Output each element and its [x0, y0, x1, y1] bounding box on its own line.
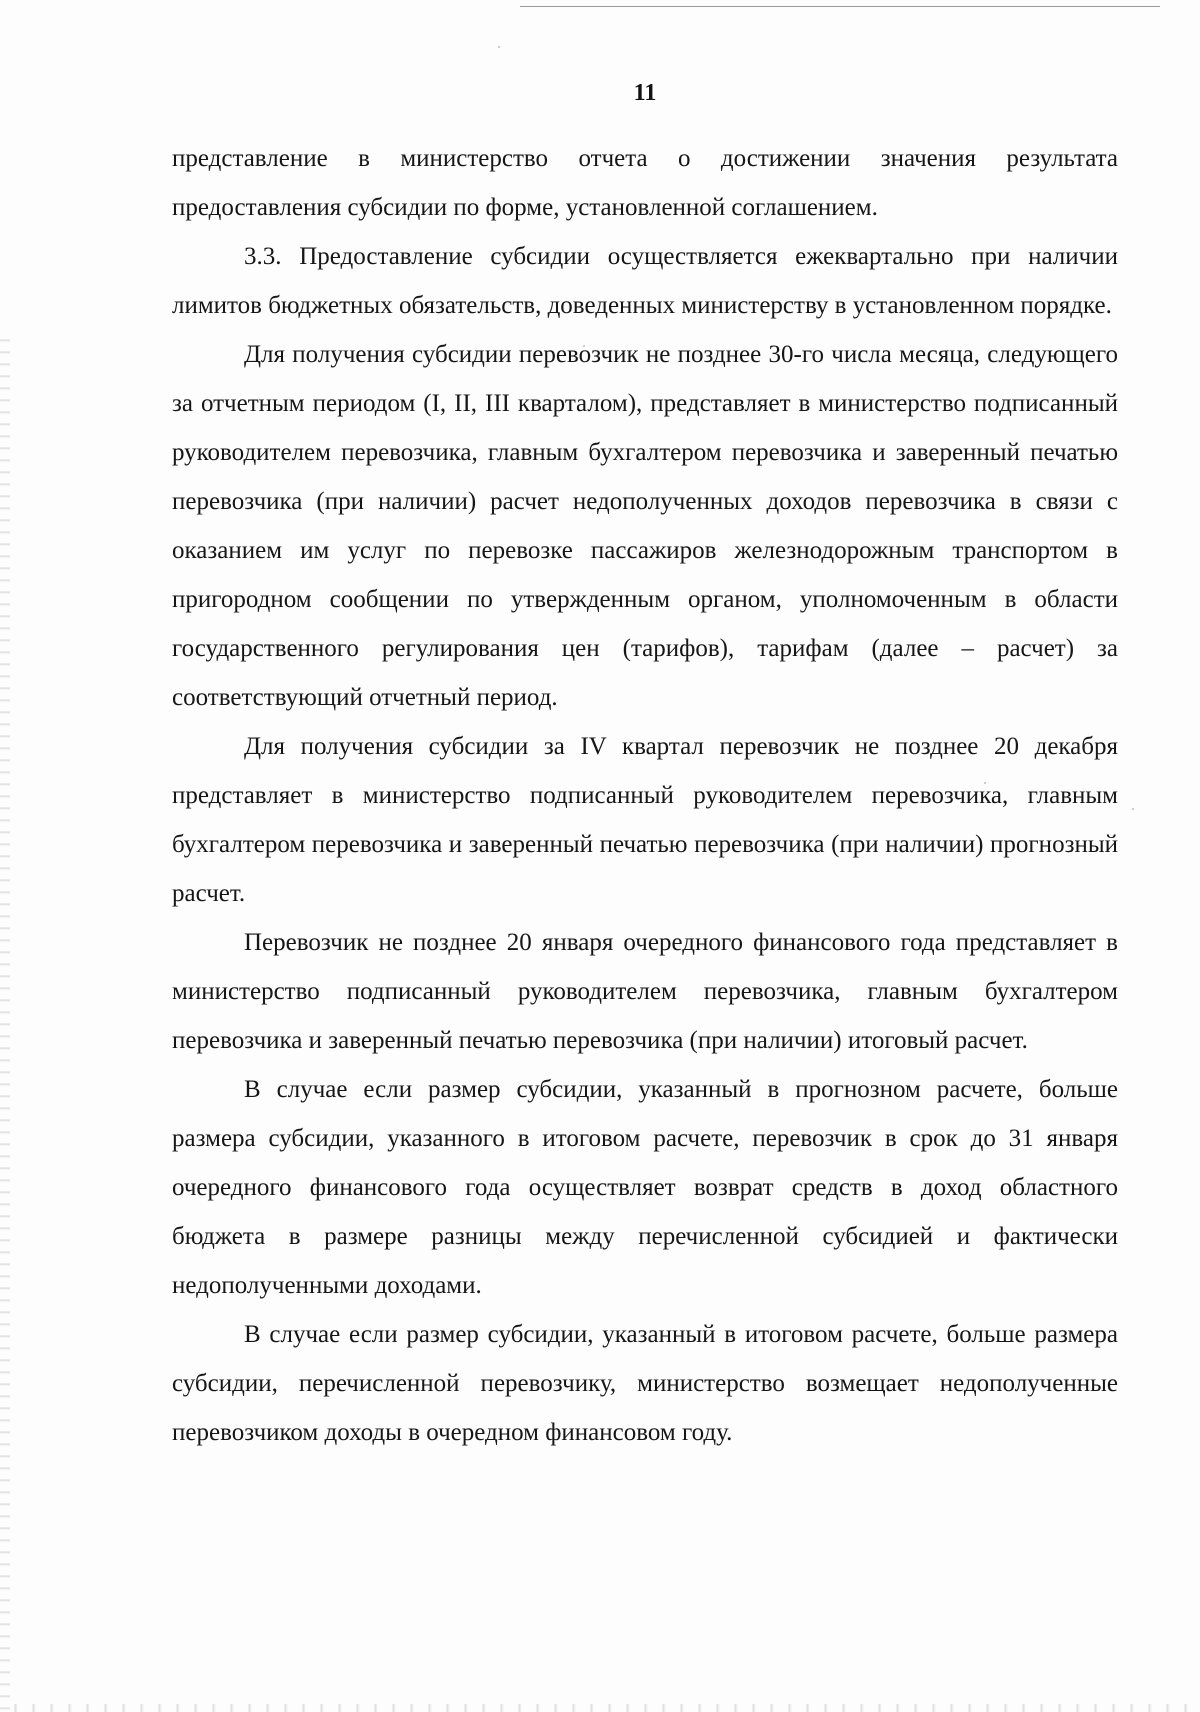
- paragraph: Перевозчик не позднее 20 января очередного финансового года представляет в министерство подписанный руководителем перевозчика, главным бухгалтером перевозчика и заверенный печатью перевозчика (при наличии) итоговый расчет.: [172, 929, 1118, 1054]
- paragraph: В случае если размер субсидии, указанный в итоговом расчете, больше размера субсидии, перечисленной перевозчику, министерство возмещает недополученные перевозчиком доходы в очередном финансовом году.: [172, 1321, 1118, 1446]
- paragraph: представление в министерство отчета о достижении значения результата предоставления субсидии по форме, установленной соглашением.: [172, 145, 1118, 221]
- paragraph: 3.3. Предоставление субсидии осуществляется ежеквартально при наличии лимитов бюджетных обязательств, доведенных министерству в установленном порядке.: [172, 243, 1118, 319]
- page-number: 11: [633, 80, 657, 106]
- scan-edge-bottom: [0, 1704, 1200, 1712]
- paragraph: В случае если размер субсидии, указанный в прогнозном расчете, больше размера субсидии, указанного в итоговом расчете, перевозчик в срок до 31 января очередного финансового года осуществляет возврат средств в доход областного бюджета в размере разницы между перечисленной субсидией и фактически недополученными доходами.: [172, 1076, 1118, 1299]
- paragraph: Для получения субсидии перевозчик не позднее 30-го числа месяца, следующего за отчетным периодом (I, II, III кварталом), представляет в министерство подписанный руководителем перевозчика, главным бухгалтером перевозчика и заверенный печатью перевозчика (при наличии) расчет недополученных доходов перевозчика в связи с оказанием им услуг по перевозке пассажиров железнодорожным транспортом в пригородном сообщении по утвержденным органом, уполномоченным в области государственного регулирования цен (тарифов), тарифам (далее – расчет) за соответствующий отчетный период.: [172, 341, 1118, 711]
- scan-edge-left: [0, 330, 10, 1710]
- body-text: [172, 134, 1118, 1457]
- scan-speck: [498, 46, 500, 48]
- top-border-line: [520, 6, 1160, 7]
- scan-speck: [1132, 808, 1134, 810]
- paragraph: Для получения субсидии за IV квартал перевозчик не позднее 20 декабря представляет в министерство подписанный руководителем перевозчика, главным бухгалтером перевозчика и заверенный печатью перевозчика (при наличии) прогнозный расчет.: [172, 733, 1118, 907]
